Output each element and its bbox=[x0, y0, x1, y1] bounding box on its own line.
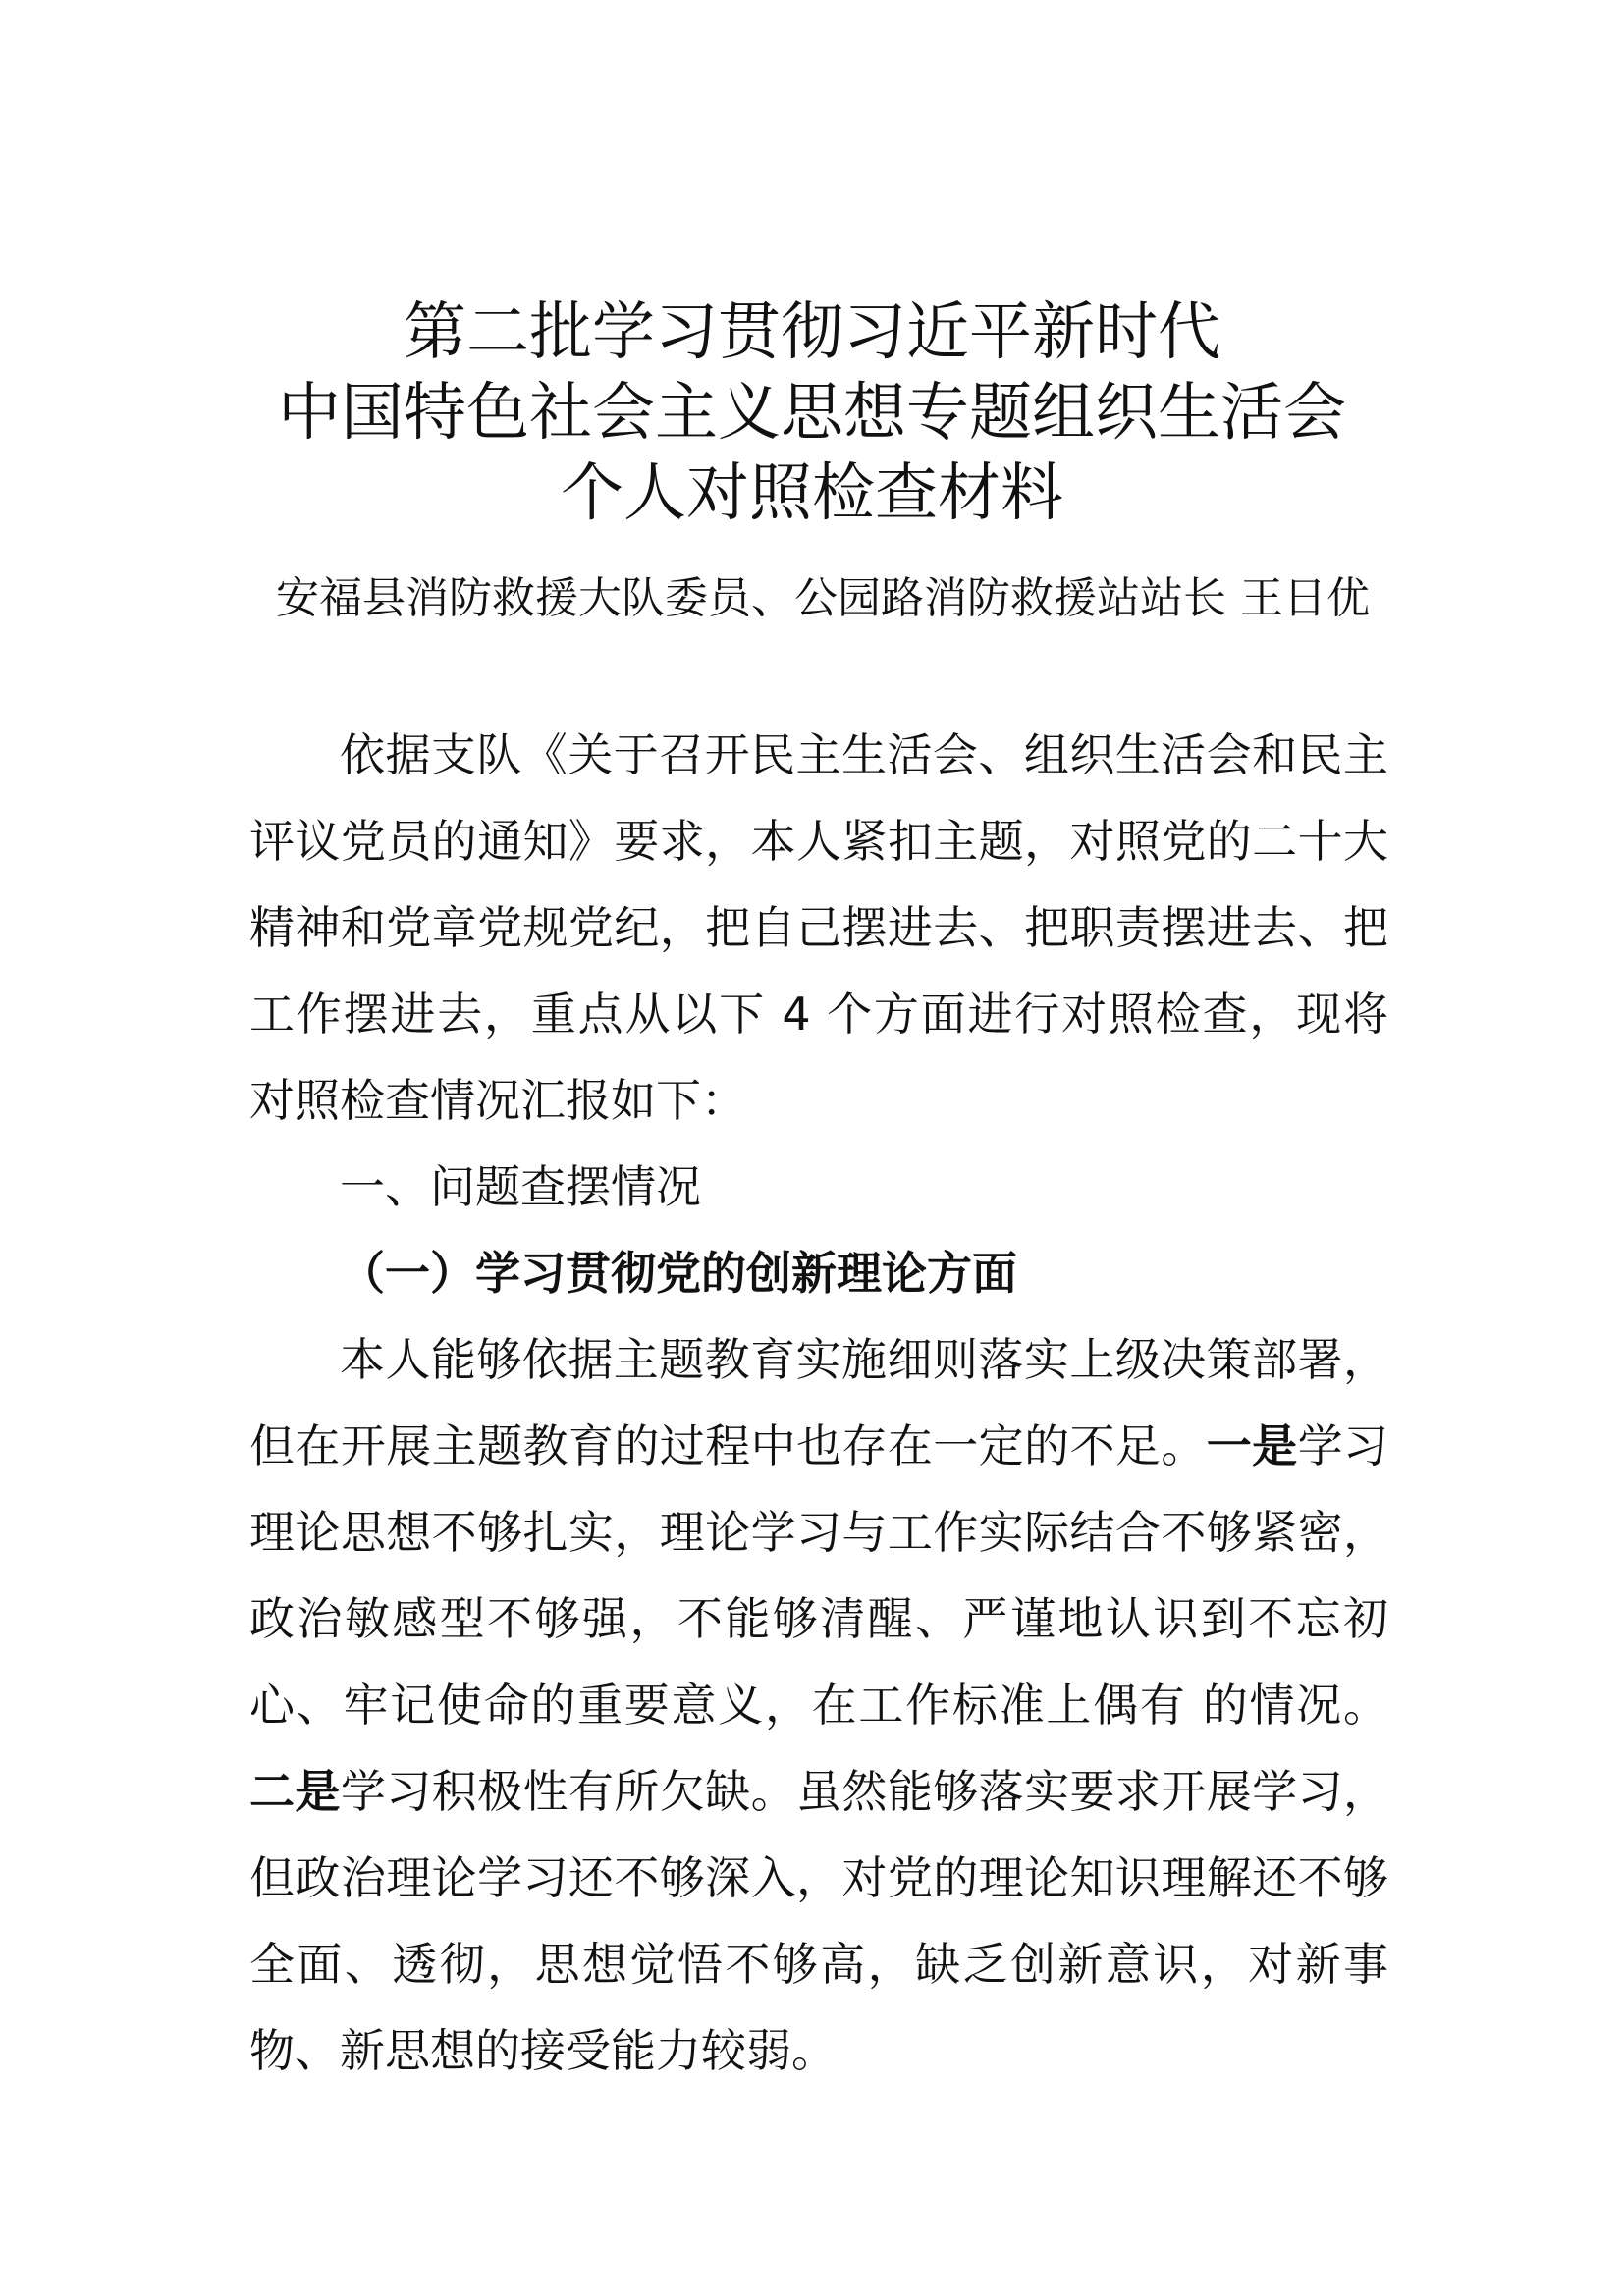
section-heading: 一、问题查摆情况 bbox=[340, 1160, 701, 1213]
body-text-part1: 本人能够依据主题教育实施细则落实上级决策部署，但在开展主题教育的过程中也存在一定的不足。 bbox=[249, 1333, 1388, 1472]
point-label-2: 二是 bbox=[249, 1765, 341, 1818]
point-label-1: 一是 bbox=[1206, 1419, 1298, 1472]
document-body bbox=[249, 712, 1388, 2094]
title-line-3: 个人对照检查材料 bbox=[561, 457, 1063, 530]
author-line: 安福县消防救援大队委员、公园路消防救援站站长 王日优 bbox=[276, 573, 1370, 623]
body-text-part3: 学习积极性有所欠缺。虽然能够落实要求开展学习，但政治理论学习还不够深入，对党的理论知识理解还不够全面、透彻，思想觉悟不够高，缺乏创新意识，对新事物、新思想的接受能力较弱。 bbox=[249, 1765, 1389, 2077]
intro-paragraph: 依据支队《关于召开民主生活会、组织生活会和民主评议党员的通知》要求，本人紧扣主题，对照党的二十大精神和党章党规党纪，把自己摆进去、把职责摆进去、把工作摆进去，重点从以下 4 个方面进行对照检查，现将对照检查情况汇报如下： bbox=[249, 728, 1388, 1127]
title-line-2: 中国特色社会主义思想专题组织生活会 bbox=[278, 377, 1346, 450]
body-paragraph bbox=[249, 1316, 1388, 2094]
title-line-1: 第二批学习贯彻习近平新时代 bbox=[404, 296, 1220, 369]
body-text-part2: 学习理论思想不够扎实，理论学习与工作实际结合不够紧密，政治敏感型不够强，不能够清醒、严谨地认识到不忘初心、牢记使命的重要意义，在工作标准上偶有 的情况。 bbox=[249, 1419, 1389, 1732]
document-title bbox=[0, 293, 1624, 534]
subsection-heading: （一）学习贯彻党的创新理论方面 bbox=[340, 1247, 1017, 1300]
